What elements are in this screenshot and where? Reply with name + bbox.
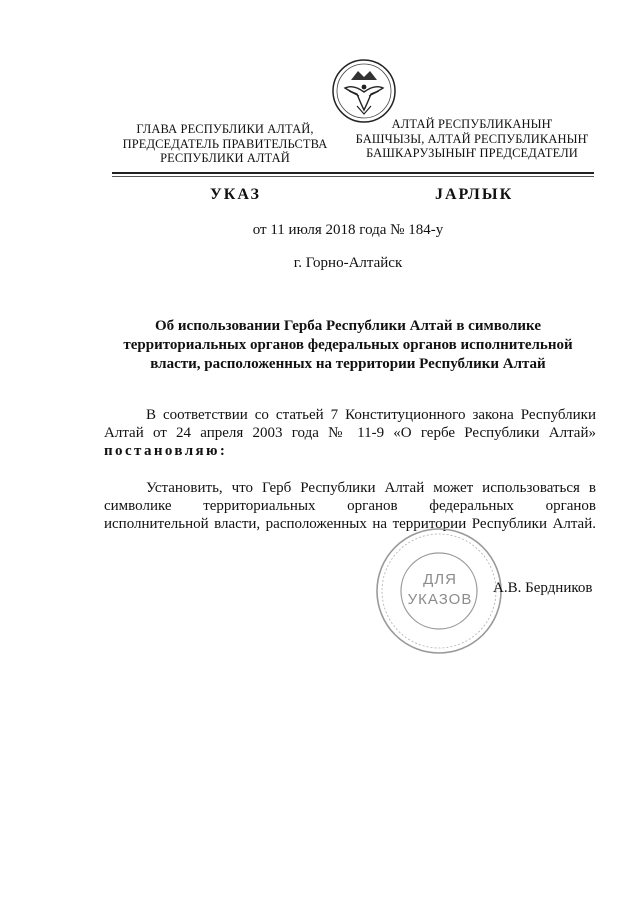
issuer-header-altai [352, 117, 592, 161]
header-left-line: РЕСПУБЛИКИ АЛТАЙ [160, 151, 290, 165]
decree-keyword: постановляю: [104, 443, 228, 459]
paragraph-line: исполнительной власти, расположенных на территории Республики Алтай. [104, 516, 596, 532]
header-divider-thin [112, 176, 594, 177]
paragraph-operative [104, 479, 596, 533]
decree-date-number: от 11 июля 2018 года № 184-у [252, 222, 444, 238]
coat-of-arms-icon [331, 58, 397, 124]
paragraph-line: символике территориальных органов федеральных органов [104, 498, 596, 514]
paragraph-line: Установить, что Герб Республики Алтай может использоваться в [146, 480, 596, 496]
stamp-text-line2: УКАЗОВ [407, 591, 473, 608]
decree-city: г. Горно-Алтайск [293, 255, 403, 271]
title-line: Об использовании Герба Республики Алтай в символике [155, 318, 541, 334]
title-line: территориальных органов федеральных органов исполнительной [123, 337, 573, 353]
header-left-line: ПРЕДСЕДАТЕЛЬ ПРАВИТЕЛЬСТВА [122, 136, 328, 151]
header-right-line: БАШЧЫЗЫ, АЛТАЙ РЕСПУБЛИКАНЫҤ [355, 131, 589, 146]
doc-type-altai: JАРЛЫК [435, 186, 514, 203]
official-stamp [374, 526, 504, 656]
paragraph-preamble [104, 406, 596, 460]
title-line: власти, расположенных на территории Республики Алтай [150, 356, 546, 372]
paragraph-line: В соответствии со статьей 7 Конституционного закона Республики [146, 407, 596, 423]
header-right-line: БАШКАРУЗЫНЫҤ ПРЕДСЕДАТЕЛИ [366, 146, 578, 160]
issuer-header-russian [100, 122, 350, 166]
stamp-text-line1: ДЛЯ [423, 571, 457, 588]
header-left-line: ГЛАВА РЕСПУБЛИКИ АЛТАЙ, [136, 122, 314, 136]
signatory-name: А.В. Бердников [493, 580, 593, 596]
paragraph-line: Алтай от 24 апреля 2003 года № 11-9 «О гербе Республики Алтай» [104, 425, 596, 441]
decree-title [100, 317, 596, 374]
doc-type-russian: УКАЗ [210, 186, 261, 203]
header-right-line: АЛТАЙ РЕСПУБЛИКАНЫҤ [391, 117, 553, 131]
header-divider [112, 172, 594, 174]
